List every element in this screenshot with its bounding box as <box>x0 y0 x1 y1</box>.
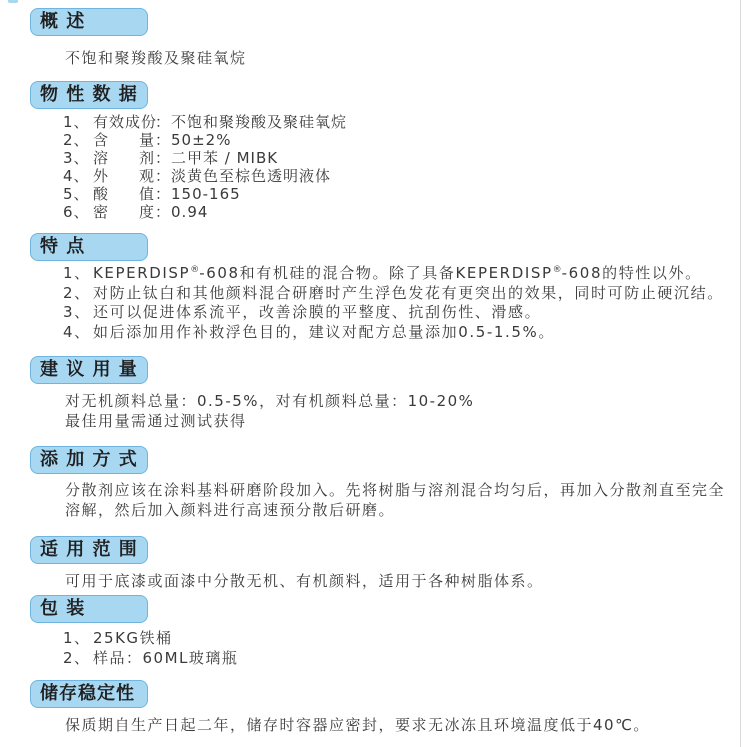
property-value: 二甲苯 / MIBK <box>171 149 279 167</box>
feature-text: KEPERDISP <box>93 264 191 282</box>
row-number: 6、 <box>63 203 90 221</box>
feature-text: -608的特性以外。 <box>561 264 702 282</box>
feature-row-1 <box>63 264 747 284</box>
row-number: 2、 <box>63 649 91 667</box>
feature-text: -608和有机硅的混合物。除了具备KEPERDISP <box>199 264 553 282</box>
property-label: 有效成份 <box>93 113 158 131</box>
section-title-packaging-label: 包 装 <box>40 598 86 619</box>
feature-row-3 <box>63 303 747 323</box>
section-title-dosage <box>30 356 148 384</box>
section-title-storage-label: 储存稳定性 <box>40 683 135 704</box>
section-title-packaging <box>30 595 148 623</box>
features-list <box>30 264 747 342</box>
section-title-method <box>30 446 148 474</box>
dosage-line-2: 最佳用量需通过测试获得 <box>65 412 247 430</box>
section-title-scope-label: 适 用 范 围 <box>40 539 138 560</box>
packaging-row-drum <box>63 628 747 648</box>
property-label: 密度 <box>93 203 155 221</box>
section-title-dosage-label: 建 议 用 量 <box>40 359 138 380</box>
properties-list <box>30 113 747 221</box>
property-row-active-ingredient <box>63 113 747 131</box>
row-number: 3、 <box>63 149 90 167</box>
property-row-content <box>63 131 747 149</box>
section-title-storage <box>30 680 148 708</box>
property-colon: ： <box>155 113 172 131</box>
property-label: 溶剂 <box>93 149 155 167</box>
section-title-properties-label: 物 性 数 据 <box>40 84 138 105</box>
page-right-edge-line <box>740 0 741 747</box>
property-label: 外观 <box>93 167 155 185</box>
property-row-appearance <box>63 167 747 185</box>
property-row-solvent <box>63 149 747 167</box>
section-title-scope <box>30 536 148 564</box>
section-title-features <box>30 233 148 261</box>
property-value: 不饱和聚羧酸及聚硅氧烷 <box>171 113 348 131</box>
overview-text: 不饱和聚羧酸及聚硅氧烷 <box>65 49 247 67</box>
property-value: 50±2% <box>171 131 232 149</box>
feature-row-4 <box>63 323 747 343</box>
section-title-method-label: 添 加 方 式 <box>40 449 138 470</box>
row-number: 4、 <box>63 322 91 341</box>
row-number: 1、 <box>63 264 91 282</box>
packaging-text: 样品：60ML玻璃瓶 <box>93 649 239 667</box>
section-title-overview-label: 概 述 <box>40 11 86 32</box>
dosage-text <box>65 391 741 431</box>
property-colon: ： <box>155 203 172 221</box>
section-title-properties <box>30 81 148 109</box>
dosage-line-1: 对无机颜料总量：0.5-5%，对有机颜料总量：10-20% <box>65 392 475 410</box>
property-label: 含量 <box>93 131 155 149</box>
property-colon: ： <box>155 131 172 149</box>
method-text: 分散剂应该在涂料基料研磨阶段加入。先将树脂与溶剂混合均匀后，再加入分散剂直至完全溶解，然后加入颜料进行高速预分散后研磨。 <box>65 481 726 519</box>
property-value: 0.94 <box>171 203 209 221</box>
property-row-acid-value <box>63 185 747 203</box>
feature-text: 对防止钛白和其他颜料混合研磨时产生浮色发花有更突出的效果，同时可防止硬沉结。 <box>93 283 724 302</box>
property-label: 酸值 <box>93 185 155 203</box>
packaging-list <box>30 628 747 668</box>
packaging-row-sample <box>63 648 747 668</box>
property-row-density <box>63 203 747 221</box>
property-colon: ： <box>155 185 172 203</box>
feature-row-2 <box>63 284 747 304</box>
row-number: 2、 <box>63 283 91 302</box>
top-left-artifact <box>8 0 18 3</box>
property-value: 150-165 <box>171 185 241 203</box>
section-title-overview <box>30 8 148 36</box>
feature-text: 还可以促进体系流平，改善涂膜的平整度、抗刮伤性、滑感。 <box>93 303 542 321</box>
property-value: 淡黄色至棕色透明液体 <box>171 167 332 185</box>
feature-text: 如后添加用作补救浮色目的，建议对配方总量添加0.5-1.5%。 <box>93 322 555 341</box>
registered-trademark-icon: ® <box>190 265 200 275</box>
scope-text: 可用于底漆或面漆中分散无机、有机颜料，适用于各种树脂体系。 <box>65 572 544 590</box>
row-number: 1、 <box>63 113 90 131</box>
row-number: 3、 <box>63 303 91 321</box>
property-colon: ： <box>155 167 172 185</box>
registered-trademark-icon: ® <box>552 265 562 275</box>
property-colon: ： <box>155 149 172 167</box>
row-number: 2、 <box>63 131 90 149</box>
row-number: 1、 <box>63 629 91 647</box>
storage-text: 保质期自生产日起二年，储存时容器应密封，要求无冰冻且环境温度低于40℃。 <box>65 716 650 734</box>
section-title-features-label: 特 点 <box>40 236 86 257</box>
row-number: 5、 <box>63 185 90 203</box>
row-number: 4、 <box>63 167 90 185</box>
packaging-text: 25KG铁桶 <box>93 629 173 647</box>
